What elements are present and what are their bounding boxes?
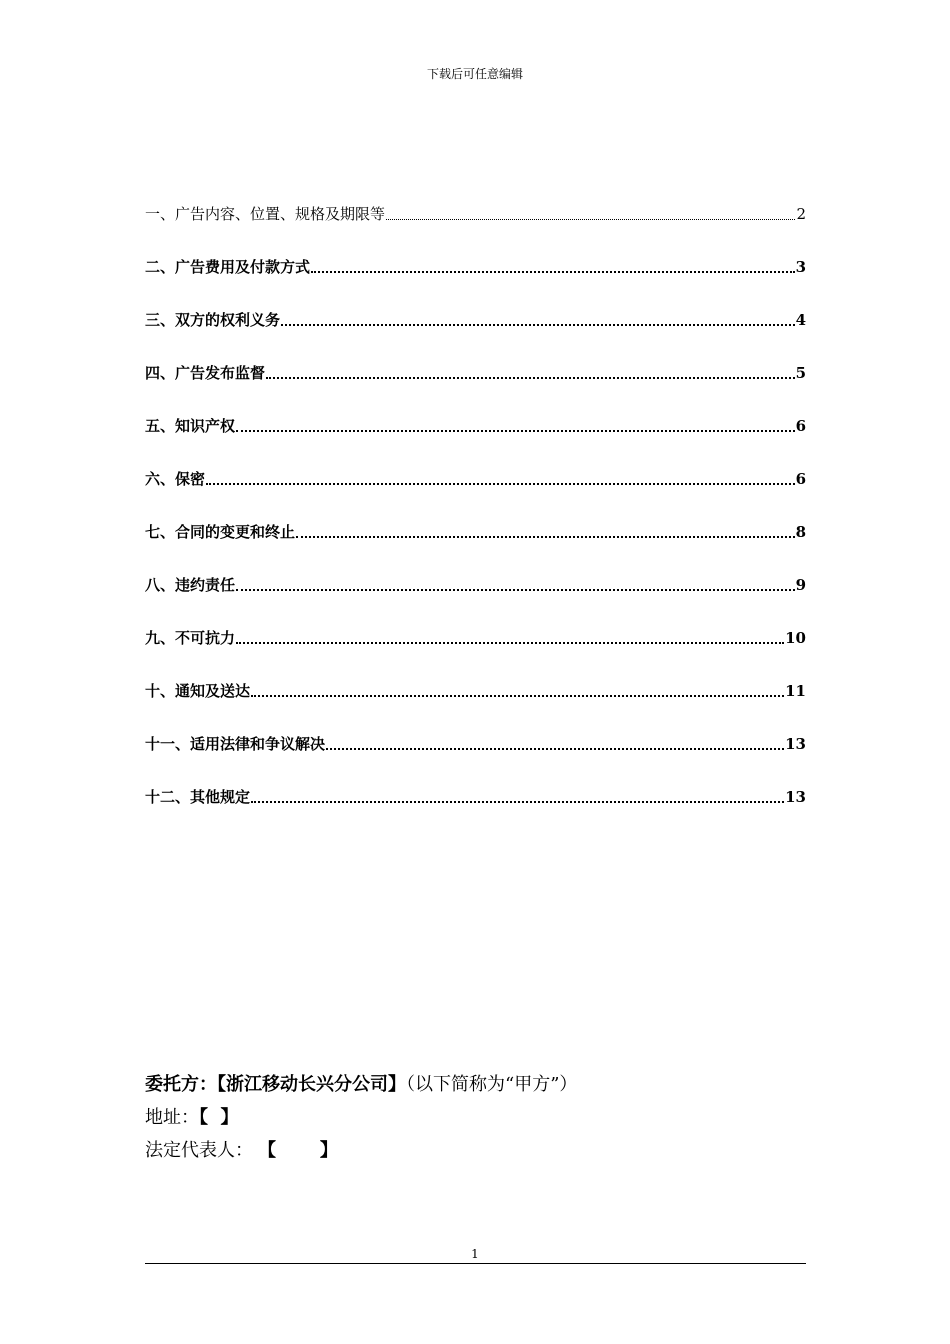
toc-entry-1[interactable] xyxy=(145,170,806,224)
toc-entry-page: 13 xyxy=(785,735,806,753)
address-label: 地址： xyxy=(145,1107,199,1128)
client-line xyxy=(145,1068,806,1101)
toc-entry-label: 九、不可抗力 xyxy=(145,629,236,647)
toc-entry-label: 六、保密 xyxy=(145,470,206,488)
legal-rep-label: 法定代表人： xyxy=(145,1140,253,1161)
toc-entry-page: 10 xyxy=(785,629,806,647)
toc-leader-dots xyxy=(236,589,795,591)
toc-entry-page: 8 xyxy=(795,523,806,541)
client-note: （以下简称为“甲方”） xyxy=(406,1074,578,1095)
toc-entry-page: 6 xyxy=(795,417,806,435)
toc-entry-11[interactable] xyxy=(145,701,806,754)
toc-entry-label: 十一、适用法律和争议解决 xyxy=(145,735,326,753)
toc-entry-12[interactable] xyxy=(145,754,806,807)
toc-leader-dots xyxy=(236,430,795,432)
toc-entry-9[interactable] xyxy=(145,595,806,648)
toc-entry-label: 五、知识产权 xyxy=(145,417,236,435)
toc-leader-dots xyxy=(251,801,784,803)
toc-entry-5[interactable] xyxy=(145,383,806,436)
toc-entry-10[interactable] xyxy=(145,648,806,701)
toc-entry-label: 十、通知及送达 xyxy=(145,682,251,700)
toc-entry-label: 八、违约责任 xyxy=(145,576,236,594)
toc-entry-label: 三、双方的权利义务 xyxy=(145,311,281,329)
toc-entry-7[interactable] xyxy=(145,489,806,542)
toc-leader-dots xyxy=(281,324,795,326)
client-name: 【浙江移动长兴分公司】 xyxy=(217,1074,406,1095)
toc-entry-page: 11 xyxy=(785,682,806,700)
address-line xyxy=(145,1101,806,1134)
toc-entry-page: 5 xyxy=(795,364,806,382)
toc-entry-page: 6 xyxy=(795,470,806,488)
toc-entry-8[interactable] xyxy=(145,542,806,595)
toc-entry-2[interactable] xyxy=(145,224,806,277)
toc-entry-page: 2 xyxy=(796,205,806,223)
footer-divider xyxy=(145,1263,806,1264)
toc-entry-4[interactable] xyxy=(145,330,806,383)
toc-leader-dots xyxy=(206,483,795,485)
toc-leader-dots xyxy=(236,642,784,644)
page-header: 下载后可任意编辑 xyxy=(426,67,523,81)
toc-entry-label: 四、广告发布监督 xyxy=(145,364,266,382)
toc-leader-dots xyxy=(251,695,784,697)
toc-entry-label: 七、合同的变更和终止 xyxy=(145,523,296,541)
legal-rep-value: 【 】 xyxy=(267,1140,338,1161)
toc-entry-label: 一、广告内容、位置、规格及期限等 xyxy=(145,205,386,223)
toc-leader-dots xyxy=(296,536,795,538)
client-label: 委托方： xyxy=(145,1074,217,1095)
table-of-contents xyxy=(145,170,806,807)
toc-entry-6[interactable] xyxy=(145,436,806,489)
toc-entry-3[interactable] xyxy=(145,277,806,330)
legal-rep-line xyxy=(145,1134,806,1167)
toc-entry-page: 4 xyxy=(795,311,806,329)
contract-parties xyxy=(145,1068,806,1167)
toc-entry-page: 9 xyxy=(795,576,806,594)
toc-entry-label: 十二、其他规定 xyxy=(145,788,251,806)
toc-leader-dots xyxy=(386,219,795,220)
toc-leader-dots xyxy=(311,271,795,273)
toc-entry-page: 3 xyxy=(795,258,806,276)
toc-leader-dots xyxy=(326,748,784,750)
toc-leader-dots xyxy=(266,377,795,379)
toc-entry-page: 13 xyxy=(785,788,806,806)
page-number: 1 xyxy=(471,1247,479,1261)
toc-entry-label: 二、广告费用及付款方式 xyxy=(145,258,311,276)
address-value: 【 】 xyxy=(199,1107,239,1128)
